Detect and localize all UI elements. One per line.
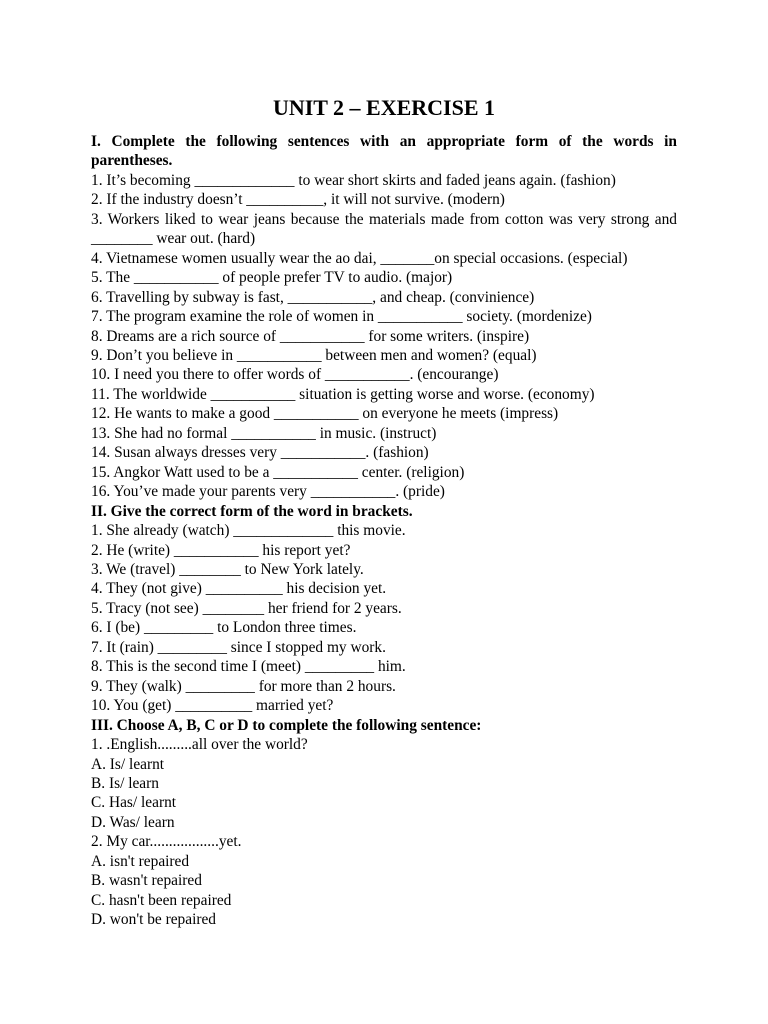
section-2-item: 3. We (travel) ________ to New York lately. bbox=[91, 560, 364, 578]
page-title: UNIT 2 – EXERCISE 1 bbox=[272, 95, 496, 120]
section-2-item: 2. He (write) ___________ his report yet? bbox=[91, 541, 351, 559]
section-2-item: 5. Tracy (not see) ________ her friend for 2 years. bbox=[91, 599, 402, 617]
section-1-item: 11. The worldwide ___________ situation is getting worse and worse. (economy) bbox=[91, 385, 595, 403]
section-2-item: 10. You (get) __________ married yet? bbox=[91, 697, 334, 715]
answer-option: A. isn't repaired bbox=[91, 852, 190, 870]
section-1-item: 10. I need you there to offer words of ___________. (encourange) bbox=[91, 366, 499, 384]
answer-option: C. hasn't been repaired bbox=[91, 891, 232, 909]
section-1-item: 9. Don’t you believe in ___________ between men and women? (equal) bbox=[91, 346, 537, 364]
section-2-item: 4. They (not give) __________ his decision yet. bbox=[91, 580, 387, 598]
section-1-item: 5. The ___________ of people prefer TV to audio. (major) bbox=[91, 269, 453, 287]
answer-option: A. Is/ learnt bbox=[91, 755, 165, 773]
answer-option: B. Is/ learn bbox=[91, 774, 159, 792]
section-2-item: 8. This is the second time I (meet) _________ him. bbox=[91, 658, 406, 676]
section-2-item: 7. It (rain) _________ since I stopped my work. bbox=[91, 638, 386, 656]
section-1-item: 14. Susan always dresses very ___________. (fashion) bbox=[91, 444, 429, 462]
section-1-item: 6. Travelling by subway is fast, ___________, and cheap. (convinience) bbox=[91, 288, 535, 306]
section-1-item: 2. If the industry doesn’t __________, it will not survive. (modern) bbox=[91, 191, 505, 209]
answer-option: C. Has/ learnt bbox=[91, 794, 177, 812]
section-2-item: 6. I (be) _________ to London three times. bbox=[91, 619, 357, 637]
section-1-item: 1. It’s becoming _____________ to wear short skirts and faded jeans again. (fashion) bbox=[91, 171, 616, 189]
question-stem: 1. .English.........all over the world? bbox=[91, 736, 308, 754]
section-1-item: 12. He wants to make a good ___________ on everyone he meets (impress) bbox=[91, 405, 559, 423]
section-2-item: 9. They (walk) _________ for more than 2 hours. bbox=[91, 677, 396, 695]
answer-option: D. won't be repaired bbox=[91, 911, 216, 929]
section-3-heading: III. Choose A, B, C or D to complete the following sentence: bbox=[91, 716, 482, 734]
section-1-item: 7. The program examine the role of women in ___________ society. (mordenize) bbox=[91, 308, 592, 326]
section-1-item: 16. You’ve made your parents very ___________. (pride) bbox=[91, 483, 445, 501]
section-1-item: 4. Vietnamese women usually wear the ao dai, _______on special occasions. (especial) bbox=[91, 249, 628, 267]
section-2-heading: II. Give the correct form of the word in brackets. bbox=[91, 502, 413, 520]
section-2-item: 1. She already (watch) _____________ this movie. bbox=[91, 522, 406, 540]
answer-option: B. wasn't repaired bbox=[91, 872, 202, 890]
section-1-item: 8. Dreams are a rich source of ___________ for some writers. (inspire) bbox=[91, 327, 530, 345]
answer-option: D. Was/ learn bbox=[91, 813, 175, 831]
section-1-item: 15. Angkor Watt used to be a ___________ center. (religion) bbox=[91, 463, 465, 481]
question-stem: 2. My car..................yet. bbox=[91, 833, 242, 851]
section-1-heading: I. Complete the following sentences with an appropriate form of the words in parentheses. bbox=[91, 133, 677, 170]
section-1-item: 3. Workers liked to wear jeans because the materials made from cotton was very strong and ________ wear out. (hard) bbox=[91, 210, 677, 248]
section-1-item: 13. She had no formal ___________ in music. (instruct) bbox=[91, 424, 437, 442]
document-body bbox=[91, 132, 677, 930]
